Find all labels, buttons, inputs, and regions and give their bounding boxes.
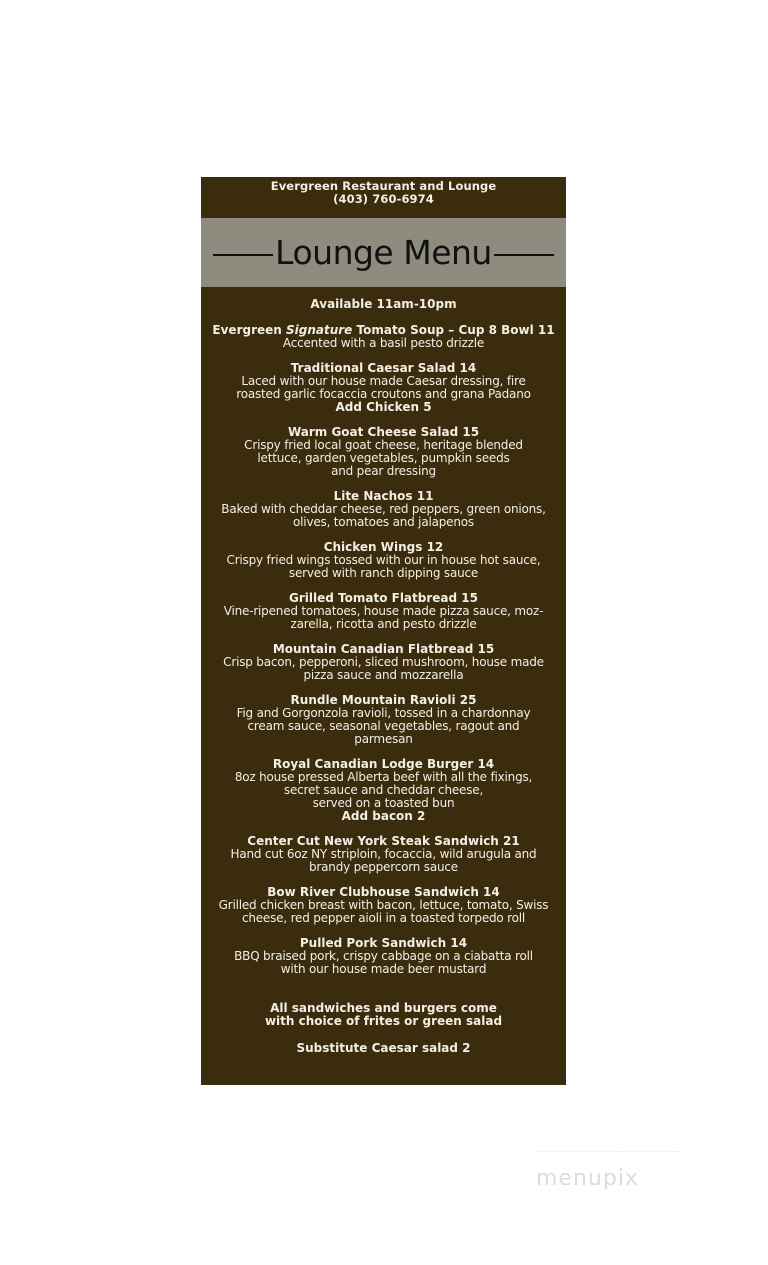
menu-item-description: 8oz house pressed Alberta beef with all the fixings, bbox=[234, 770, 533, 784]
menu-item-description: served with ranch dipping sauce bbox=[288, 566, 479, 580]
menu-item-pulled-pork-sandwich bbox=[201, 937, 566, 976]
menu-item-title: Traditional Caesar Salad 14 bbox=[290, 361, 477, 375]
menu-item-description: secret sauce and cheddar cheese, bbox=[283, 783, 484, 797]
menu-item-goat-cheese-salad bbox=[201, 426, 566, 478]
menu-item-description: pizza sauce and mozzarella bbox=[303, 668, 464, 682]
title-band bbox=[201, 218, 566, 287]
menu-item-addon: Add bacon 2 bbox=[341, 809, 426, 823]
right-rule-divider bbox=[494, 254, 554, 256]
menu-item-description: Vine-ripened tomatoes, house made pizza sauce, moz- bbox=[223, 604, 544, 618]
menu-item-title: Bow River Clubhouse Sandwich 14 bbox=[267, 885, 500, 899]
menu-item-description: Hand cut 6oz NY striploin, focaccia, wild arugula and bbox=[230, 847, 537, 861]
menu-item-description: BBQ braised pork, crispy cabbage on a ciabatta roll bbox=[234, 949, 533, 963]
menu-item-title: Chicken Wings 12 bbox=[323, 540, 444, 554]
menu-item-description: Crisp bacon, pepperoni, sliced mushroom, house made bbox=[223, 655, 544, 669]
menu-item-description: Baked with cheddar cheese, red peppers, green onions, bbox=[221, 502, 546, 516]
substitute-note: Substitute Caesar salad 2 bbox=[296, 1041, 471, 1055]
menu-item-rundle-mountain-ravioli bbox=[201, 694, 566, 746]
menu-panel bbox=[201, 177, 566, 1085]
menu-item-title: Warm Goat Cheese Salad 15 bbox=[287, 425, 480, 439]
menu-item-description: Accented with a basil pesto drizzle bbox=[282, 336, 485, 350]
menu-item-description: and pear dressing bbox=[331, 464, 436, 478]
menu-item-description: Laced with our house made Caesar dressing, fire bbox=[241, 374, 526, 388]
sides-note-line: All sandwiches and burgers come bbox=[270, 1001, 497, 1015]
menu-item-title: Center Cut New York Steak Sandwich 21 bbox=[247, 834, 520, 848]
menu-item-description: with our house made beer mustard bbox=[280, 962, 487, 976]
menu-item-description: olives, tomatoes and jalapenos bbox=[293, 515, 474, 529]
menu-item-title: Pulled Pork Sandwich 14 bbox=[299, 936, 468, 950]
menu-item-lite-nachos bbox=[201, 490, 566, 529]
menu-item-description: Grilled chicken breast with bacon, lettuce, tomato, Swiss bbox=[218, 898, 549, 912]
menu-item-description: roasted garlic focaccia croutons and grana Padano bbox=[236, 387, 531, 401]
menu-item-chicken-wings bbox=[201, 541, 566, 580]
title-italic: Signature bbox=[286, 323, 353, 337]
menu-item-description: Crispy fried wings tossed with our in house hot sauce, bbox=[226, 553, 541, 567]
sides-note-line: with choice of frites or green salad bbox=[264, 1014, 503, 1028]
menu-item-description: parmesan bbox=[354, 732, 413, 746]
menu-item-title: Lite Nachos 11 bbox=[333, 489, 434, 503]
watermark-logo: menupix bbox=[536, 1166, 639, 1191]
menu-item-ny-steak-sandwich bbox=[201, 835, 566, 874]
title-prefix: Evergreen bbox=[212, 323, 286, 337]
left-rule-divider bbox=[213, 254, 273, 256]
menu-item-description: Fig and Gorgonzola ravioli, tossed in a chardonnay bbox=[236, 706, 531, 720]
menu-item-description: zarella, ricotta and pesto drizzle bbox=[290, 617, 477, 631]
menu-item-title: Royal Canadian Lodge Burger 14 bbox=[272, 757, 495, 771]
menu-item-caesar-salad bbox=[201, 362, 566, 414]
menu-item-addon: Add Chicken 5 bbox=[335, 400, 432, 414]
menu-item-royal-canadian-lodge-burger bbox=[201, 758, 566, 823]
menu-item-description: served on a toasted bun bbox=[312, 796, 455, 810]
menu-item-description: lettuce, garden vegetables, pumpkin seeds bbox=[257, 451, 510, 465]
menu-item-title: Grilled Tomato Flatbread 15 bbox=[289, 591, 478, 605]
menu-item-bow-river-clubhouse bbox=[201, 886, 566, 925]
menu-item-title: Rundle Mountain Ravioli 25 bbox=[290, 693, 477, 707]
title-suffix: Tomato Soup – Cup 8 Bowl 11 bbox=[352, 323, 555, 337]
menu-item-mountain-canadian-flatbread bbox=[201, 643, 566, 682]
menu-item-description: cheese, red pepper aioli in a toasted torpedo roll bbox=[241, 911, 526, 925]
menu-item-description: brandy peppercorn sauce bbox=[308, 860, 458, 874]
menu-content bbox=[201, 297, 566, 1055]
watermark-divider bbox=[535, 1151, 680, 1156]
sides-note bbox=[201, 1002, 566, 1028]
restaurant-name: Evergreen Restaurant and Lounge bbox=[270, 179, 497, 193]
menu-item-grilled-tomato-flatbread bbox=[201, 592, 566, 631]
menu-title: Lounge Menu bbox=[275, 233, 492, 272]
restaurant-phone: (403) 760-6974 bbox=[333, 192, 434, 206]
menu-item-title: Mountain Canadian Flatbread 15 bbox=[272, 642, 495, 656]
menu-header bbox=[201, 177, 566, 215]
availability-hours: Available 11am-10pm bbox=[310, 297, 457, 311]
menu-item-tomato-soup bbox=[201, 324, 566, 350]
menu-item-description: Crispy fried local goat cheese, heritage blended bbox=[244, 438, 523, 452]
menu-item-description: cream sauce, seasonal vegetables, ragout and bbox=[247, 719, 520, 733]
